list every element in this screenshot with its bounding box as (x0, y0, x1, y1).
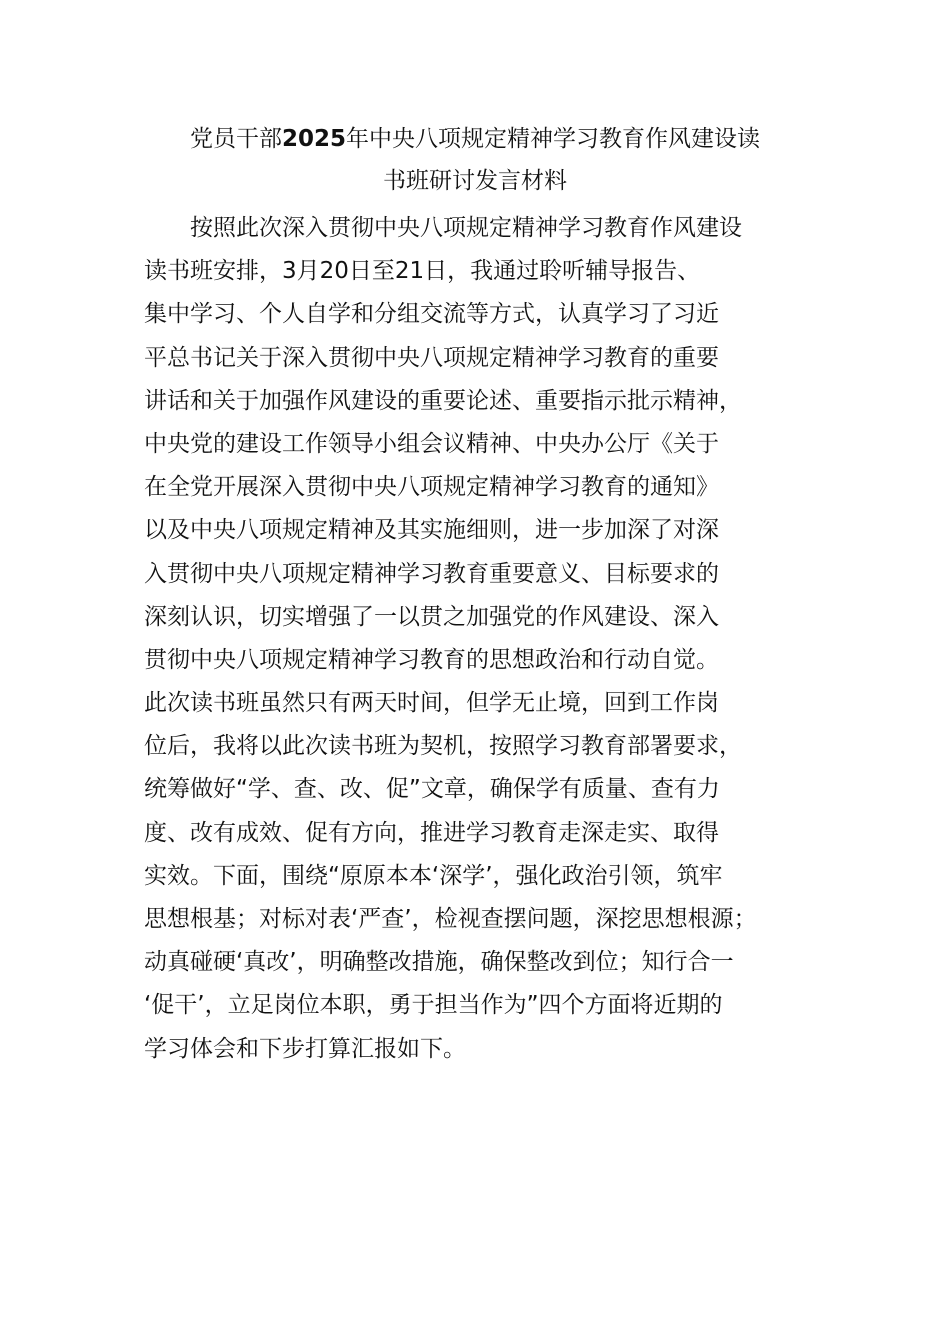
title-year: 2025 (281, 126, 346, 152)
paragraph-line: 动真碰硬‘真改’，明确整改措施，确保整改到位；知行合一 (144, 949, 734, 976)
paragraph-line: 位后，我将以此次读书班为契机，按照学习教育部署要求， (144, 733, 742, 760)
title-part2: 年中央八项规定精神学习教育作风建设读 (346, 126, 760, 152)
paragraph-line: 以及中央八项规定精神及其实施细则，进一步加深了对深 (144, 517, 719, 544)
paragraph-line: 入贯彻中央八项规定精神学习教育重要意义、目标要求的 (144, 560, 719, 587)
paragraph-line: 贯彻中央八项规定精神学习教育的思想政治和行动自觉。 (144, 646, 719, 673)
paragraph-line: 度、改有成效、促有方向，推进学习教育走深走实、取得 (144, 819, 719, 846)
paragraph-line: 集中学习、个人自学和分组交流等方式，认真学习了习近 (144, 301, 719, 328)
paragraph-line: 深刻认识，切实增强了一以贯之加强党的作风建设、深入 (144, 603, 719, 630)
paragraph-line: 学习体会和下步打算汇报如下。 (144, 1035, 466, 1062)
paragraph-line: 讲话和关于加强作风建设的重要论述、重要指示批示精神， (144, 387, 742, 414)
body-paragraph (144, 207, 834, 1071)
title-line2: 书班研讨发言材料 (383, 168, 567, 194)
paragraph-line: 平总书记关于深入贯彻中央八项规定精神学习教育的重要 (144, 344, 719, 371)
paragraph-line: ‘促干’，立足岗位本职，勇于担当作为”四个方面将近期的 (144, 992, 723, 1019)
paragraph-line: 统筹做好“学、查、改、促”文章，确保学有质量、查有力 (144, 776, 720, 803)
document-title (140, 118, 810, 202)
paragraph-line: 实效。下面，围绕“原原本本‘深学’，强化政治引领，筑牢 (144, 862, 723, 889)
paragraph-line: 在全党开展深入贯彻中央八项规定精神学习教育的通知》 (144, 474, 719, 501)
paragraph-line: 读书班安排，3月20日至21日，我通过聆听辅导报告、 (144, 258, 701, 285)
paragraph-line: 此次读书班虽然只有两天时间，但学无止境，回到工作岗 (144, 690, 719, 717)
paragraph-line: 按照此次深入贯彻中央八项规定精神学习教育作风建设 (190, 215, 742, 241)
paragraph-line: 中央党的建设工作领导小组会议精神、中央办公厅《关于 (144, 430, 719, 457)
title-part1: 党员干部 (189, 126, 282, 152)
paragraph-line: 思想根基；对标对表‘严查’，检视查摆问题，深挖思想根源； (144, 906, 757, 932)
